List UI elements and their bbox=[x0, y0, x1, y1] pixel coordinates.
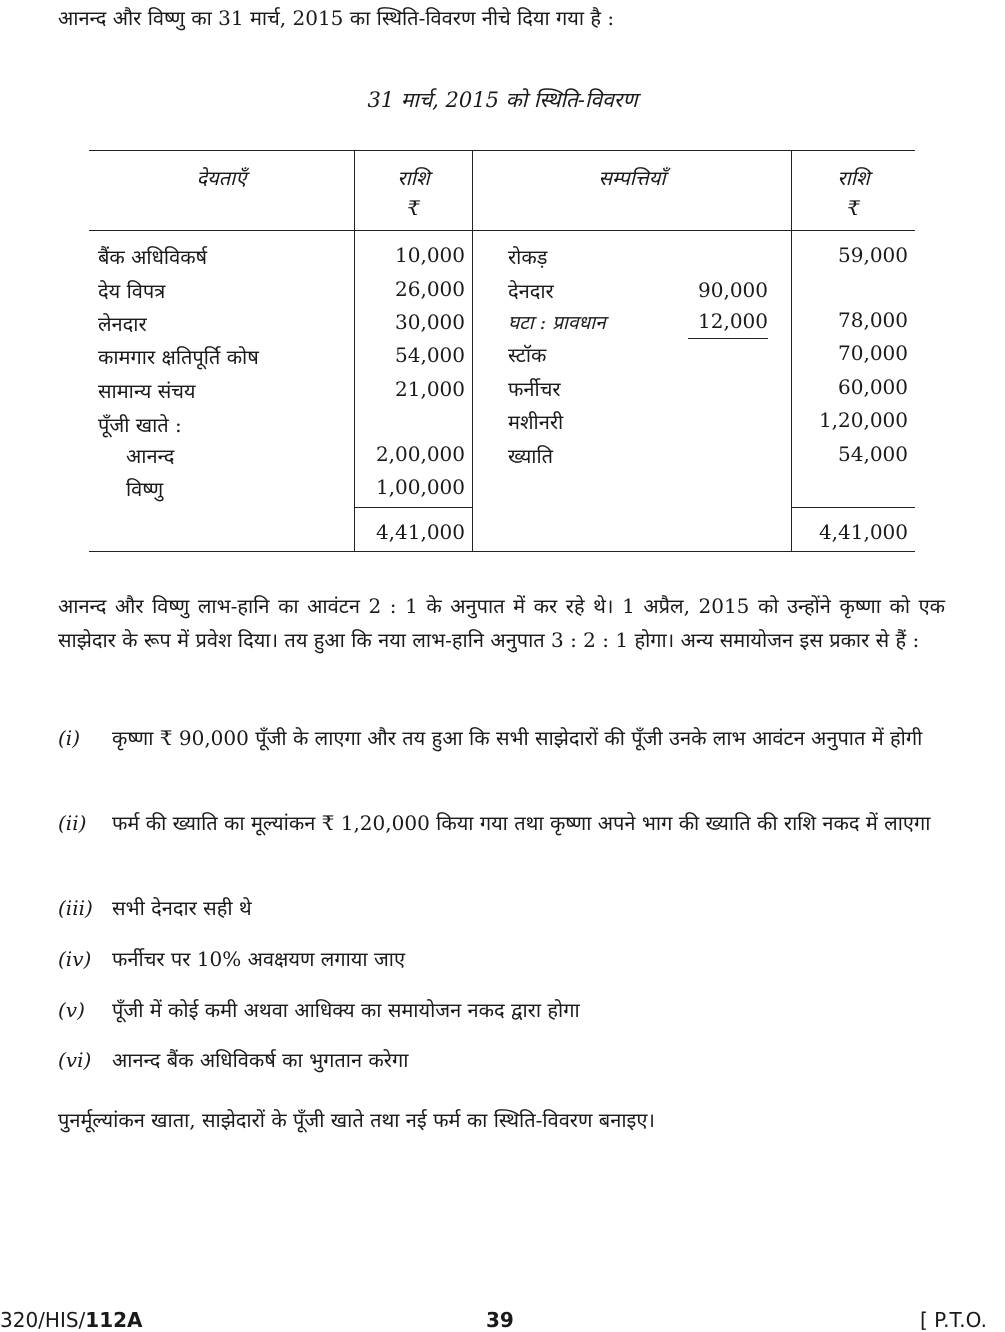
asset-amount: 54,000 bbox=[838, 442, 908, 466]
liability-label: लेनदार bbox=[98, 312, 147, 336]
adjustment-text: पूँजी में कोई कमी अथवा आधिक्य का समायोजन नकद द्वारा होगा bbox=[112, 998, 580, 1022]
liability-amount: 10,000 bbox=[395, 243, 465, 267]
assets-total-rule bbox=[791, 507, 915, 508]
asset-label: स्टॉक bbox=[508, 343, 547, 367]
question-paragraph: आनन्द और विष्णु लाभ-हानि का आवंटन 2 : 1 के अनुपात में कर रहे थे। 1 अप्रैल, 2015 को उन्होंने कृष्णा को एक साझेदार के रूप में प्रवेश दिया। तय हुआ कि नया लाभ-हानि अनुपात 3 : 2 : 1 होगा। अन्य समायोजन इस प्रकार से हैं : bbox=[58, 594, 945, 652]
adjustment-text: कृष्णा ₹ 90,000 पूँजी के लाएगा और तय हुआ कि सभी साझेदारों की पूँजी उनके लाभ आवंटन अनुपात में होगी bbox=[112, 726, 923, 750]
liability-label: सामान्य संचय bbox=[98, 379, 196, 403]
liability-label: पूँजी खाते : bbox=[98, 413, 182, 437]
adjustment-marker: (iv) bbox=[58, 947, 92, 971]
header-currency-right: ₹ bbox=[847, 196, 860, 220]
adjustment-text: फर्म की ख्याति का मूल्यांकन ₹ 1,20,000 किया गया तथा कृष्णा अपने भाग की ख्याति की राशि नकद में लाएगा bbox=[112, 811, 931, 835]
liability-amount: 54,000 bbox=[395, 343, 465, 367]
header-currency-left: ₹ bbox=[407, 196, 420, 220]
adjustment-marker: (v) bbox=[58, 998, 85, 1022]
assets-total: 4,41,000 bbox=[818, 520, 908, 544]
pto-marker: [ P.T.O. bbox=[920, 1308, 987, 1332]
asset-inner-amount: 12,000 bbox=[698, 309, 768, 333]
asset-amount: 78,000 bbox=[838, 308, 908, 332]
liability-label: कामगार क्षतिपूर्ति कोष bbox=[98, 345, 259, 369]
liabilities-total-rule bbox=[355, 507, 473, 508]
asset-amount: 70,000 bbox=[838, 341, 908, 365]
liability-amount: 30,000 bbox=[395, 310, 465, 334]
asset-label: देनदार bbox=[508, 279, 554, 303]
balance-sheet-caption: 31 मार्च, 2015 को स्थिति-विवरण bbox=[367, 88, 638, 112]
adjustment-marker: (i) bbox=[58, 726, 81, 750]
intro-text: आनन्द और विष्णु का 31 मार्च, 2015 का स्थिति-विवरण नीचे दिया गया है : bbox=[58, 6, 615, 30]
asset-label: मशीनरी bbox=[508, 410, 564, 434]
header-amount-right: राशि bbox=[837, 166, 870, 190]
liability-amount: 1,00,000 bbox=[375, 475, 465, 499]
liabilities-total: 4,41,000 bbox=[375, 520, 465, 544]
asset-inner-amount: 90,000 bbox=[698, 278, 768, 302]
asset-label: फर्नीचर bbox=[508, 377, 561, 401]
less-label: घटा : प्रावधान bbox=[508, 312, 606, 334]
adjustment-text: सभी देनदार सही थे bbox=[112, 896, 252, 920]
adjustment-text: आनन्द बैंक अधिविकर्ष का भुगतान करेगा bbox=[112, 1048, 409, 1072]
page-number: 39 bbox=[486, 1308, 514, 1332]
paper-code-set: 112A bbox=[85, 1308, 143, 1332]
adjustment-text: फर्नीचर पर 10% अवक्षयण लगाया जाए bbox=[112, 947, 406, 971]
liability-amount: 2,00,000 bbox=[375, 442, 465, 466]
debtors-subtotal-rule bbox=[688, 338, 768, 339]
header-amount-left: राशि bbox=[397, 166, 430, 190]
adjustment-marker: (ii) bbox=[58, 811, 87, 835]
final-instruction: पुनर्मूल्यांकन खाता, साझेदारों के पूँजी खाते तथा नई फर्म का स्थिति-विवरण बनाइए। bbox=[58, 1108, 655, 1132]
asset-amount: 1,20,000 bbox=[818, 408, 908, 432]
table-col-divider-2 bbox=[472, 150, 473, 552]
header-assets: सम्पत्तियाँ bbox=[598, 166, 666, 190]
liability-label: विष्णु bbox=[126, 477, 164, 501]
liability-amount: 26,000 bbox=[395, 277, 465, 301]
asset-amount: 59,000 bbox=[838, 243, 908, 267]
header-liabilities: देयताएँ bbox=[196, 166, 247, 190]
asset-label bbox=[508, 309, 606, 335]
asset-label: ख्याति bbox=[508, 444, 554, 468]
adjustment-marker: (iii) bbox=[58, 896, 93, 920]
asset-amount: 60,000 bbox=[838, 375, 908, 399]
asset-label: रोकड़ bbox=[508, 245, 548, 269]
paper-code-prefix: 320/HIS/ bbox=[0, 1308, 86, 1332]
liability-amount: 21,000 bbox=[395, 377, 465, 401]
paper-code bbox=[0, 1308, 143, 1332]
liability-label: बैंक अधिविकर्ष bbox=[98, 245, 208, 269]
liability-label: देय विपत्र bbox=[98, 279, 166, 303]
liability-label: आनन्द bbox=[126, 444, 175, 468]
adjustment-marker: (vi) bbox=[58, 1048, 92, 1072]
